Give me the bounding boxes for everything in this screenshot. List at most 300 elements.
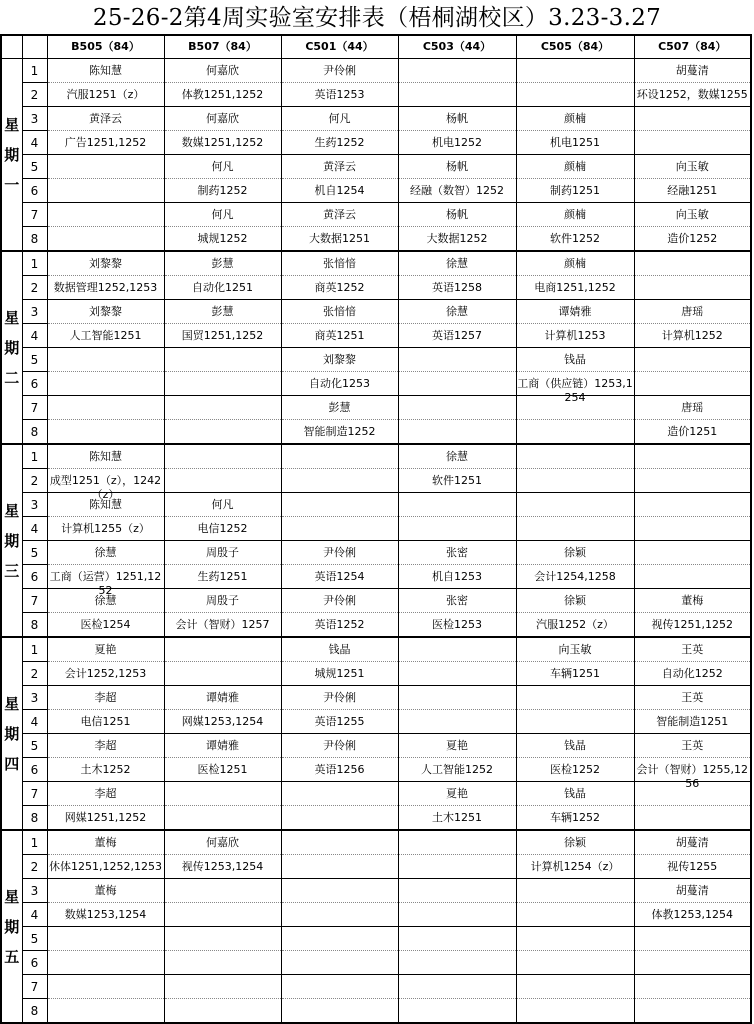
- class-name: [165, 425, 281, 439]
- class-cell: [47, 662, 164, 686]
- class-cell: [398, 806, 516, 831]
- slot-number: 3: [22, 879, 47, 903]
- class-cell: [164, 420, 281, 445]
- class-cell: [164, 227, 281, 252]
- teacher-cell: [164, 155, 281, 179]
- class-name: 机自1254: [314, 183, 365, 197]
- class-cell: [281, 469, 398, 493]
- teacher-name: [282, 884, 398, 898]
- day-label-char: 星: [4, 694, 20, 713]
- class-name: [399, 667, 516, 681]
- teacher-name: 夏艳: [446, 786, 468, 800]
- teacher-cell: [634, 203, 751, 227]
- teacher-cell: [164, 975, 281, 999]
- teacher-cell: [164, 107, 281, 131]
- teacher-name: [165, 884, 281, 898]
- class-name: 大数据1252: [426, 231, 488, 245]
- class-name: 英语1258: [432, 280, 482, 294]
- teacher-cell: [634, 300, 751, 324]
- teacher-name: [48, 208, 164, 222]
- class-name: 视传1255: [667, 859, 718, 873]
- teacher-name: [635, 450, 751, 464]
- teacher-cell: [516, 493, 634, 517]
- slot-number: 8: [22, 227, 47, 252]
- class-row: [1, 324, 751, 348]
- teacher-cell: [164, 637, 281, 662]
- slot-number: 6: [22, 951, 47, 975]
- class-name: [399, 908, 516, 922]
- class-cell: [281, 710, 398, 734]
- teacher-cell: [47, 59, 164, 83]
- teacher-row: [1, 155, 751, 179]
- teacher-cell: [516, 782, 634, 806]
- class-cell: [516, 710, 634, 734]
- column-header: C503（44）: [398, 35, 516, 59]
- teacher-cell: [47, 203, 164, 227]
- class-name: 体教1253,1254: [651, 907, 733, 921]
- teacher-cell: [398, 975, 516, 999]
- class-name: 经融1251: [667, 183, 718, 197]
- teacher-name: [399, 691, 516, 705]
- teacher-name: [399, 643, 516, 657]
- teacher-cell: [164, 589, 281, 613]
- teacher-name: [282, 932, 398, 946]
- teacher-name: [48, 980, 164, 994]
- teacher-name: 杨帆: [446, 159, 468, 173]
- day-label-char: 期: [4, 531, 20, 550]
- teacher-cell: [47, 830, 164, 855]
- class-cell: [47, 710, 164, 734]
- teacher-cell: [164, 782, 281, 806]
- slot-number: 7: [22, 396, 47, 420]
- teacher-cell: [516, 444, 634, 469]
- teacher-cell: [47, 686, 164, 710]
- class-cell: [398, 83, 516, 107]
- teacher-cell: [164, 300, 281, 324]
- class-cell: [164, 179, 281, 203]
- teacher-cell: [398, 396, 516, 420]
- class-name: 工商（运营）1251,1252: [49, 569, 162, 597]
- teacher-name: 李超: [94, 738, 117, 752]
- teacher-cell: [516, 155, 634, 179]
- class-cell: [634, 999, 751, 1024]
- teacher-row: [1, 348, 751, 372]
- slot-number: 6: [22, 372, 47, 396]
- teacher-name: 颜楠: [564, 159, 586, 173]
- class-name: [517, 956, 634, 970]
- class-cell: [281, 179, 398, 203]
- class-name: 软件1252: [550, 231, 600, 245]
- teacher-cell: [398, 686, 516, 710]
- teacher-cell: [47, 734, 164, 758]
- class-name: [517, 522, 634, 536]
- class-cell: [398, 999, 516, 1024]
- class-name: [282, 1004, 398, 1018]
- day-label-char: 星: [4, 501, 20, 520]
- class-row: [1, 758, 751, 782]
- teacher-cell: [398, 300, 516, 324]
- class-name: 智能制造1252: [303, 424, 376, 438]
- class-name: 商英1252: [314, 280, 365, 294]
- class-cell: [516, 179, 634, 203]
- class-name: [399, 1004, 516, 1018]
- class-row: [1, 469, 751, 493]
- class-cell: [634, 565, 751, 589]
- class-name: 汽服1252（z）: [536, 617, 614, 631]
- class-name: 数媒1251,1252: [181, 135, 264, 149]
- teacher-cell: [164, 879, 281, 903]
- class-cell: [398, 420, 516, 445]
- teacher-name: 颜楠: [564, 207, 586, 221]
- class-name: [517, 88, 634, 102]
- class-cell: [516, 999, 634, 1024]
- teacher-cell: [398, 59, 516, 83]
- teacher-name: 何嘉欣: [206, 63, 239, 77]
- class-cell: [281, 227, 398, 252]
- teacher-name: [635, 546, 751, 560]
- class-name: 城规1252: [197, 231, 248, 245]
- teacher-cell: [398, 348, 516, 372]
- teacher-name: 张密: [446, 545, 468, 559]
- class-cell: [164, 131, 281, 155]
- teacher-name: [399, 353, 516, 367]
- class-row: [1, 276, 751, 300]
- class-name: [635, 377, 751, 391]
- class-cell: [398, 613, 516, 638]
- class-name: 视传1253,1254: [181, 859, 264, 873]
- class-cell: [634, 372, 751, 396]
- teacher-cell: [47, 251, 164, 276]
- teacher-cell: [281, 396, 398, 420]
- class-cell: [634, 179, 751, 203]
- class-cell: [281, 372, 398, 396]
- class-name: [517, 715, 634, 729]
- teacher-cell: [634, 155, 751, 179]
- teacher-name: 钱晶: [564, 786, 586, 800]
- class-cell: [516, 324, 634, 348]
- teacher-cell: [516, 59, 634, 83]
- class-cell: [516, 469, 634, 493]
- teacher-row: [1, 203, 751, 227]
- teacher-cell: [164, 493, 281, 517]
- class-name: 成型1251（z），1242（z）: [49, 473, 162, 501]
- slot-number: 8: [22, 999, 47, 1024]
- teacher-name: 张密: [446, 593, 468, 607]
- class-name: [635, 474, 751, 488]
- teacher-name: 陈知慧: [89, 63, 122, 77]
- class-name: 医检1251: [197, 762, 248, 776]
- class-name: 工商（供应链）1253,1254: [517, 376, 633, 404]
- teacher-name: 黄泽云: [323, 159, 356, 173]
- class-name: 自动化1251: [192, 280, 253, 294]
- class-name: [48, 425, 164, 439]
- teacher-name: 陈知慧: [89, 449, 122, 463]
- class-cell: [398, 951, 516, 975]
- teacher-cell: [47, 975, 164, 999]
- teacher-name: 杨帆: [446, 207, 468, 221]
- teacher-name: [399, 498, 516, 512]
- class-cell: [281, 565, 398, 589]
- class-name: 计算机1254（z）: [530, 859, 620, 873]
- teacher-name: 张愔愔: [323, 304, 356, 318]
- teacher-cell: [634, 251, 751, 276]
- teacher-name: [635, 353, 751, 367]
- teacher-name: 夏艳: [94, 642, 117, 656]
- teacher-cell: [398, 782, 516, 806]
- teacher-cell: [516, 589, 634, 613]
- class-cell: [398, 179, 516, 203]
- class-name: [48, 232, 164, 246]
- teacher-cell: [281, 637, 398, 662]
- class-name: [399, 425, 516, 439]
- teacher-cell: [47, 879, 164, 903]
- class-name: [399, 88, 516, 102]
- column-header: B507（84）: [164, 35, 281, 59]
- class-row: [1, 710, 751, 734]
- teacher-cell: [398, 830, 516, 855]
- teacher-name: [282, 836, 398, 850]
- teacher-name: 何嘉欣: [206, 111, 239, 125]
- class-name: [165, 1004, 281, 1018]
- slot-number: 1: [22, 444, 47, 469]
- class-cell: [516, 951, 634, 975]
- class-name: 数据管理1252,1253: [53, 280, 158, 294]
- class-cell: [164, 951, 281, 975]
- teacher-cell: [516, 203, 634, 227]
- teacher-name: 刘黎黎: [89, 304, 122, 318]
- class-cell: [516, 903, 634, 927]
- day-label-char: 二: [4, 368, 20, 387]
- teacher-cell: [398, 734, 516, 758]
- class-cell: [47, 613, 164, 638]
- class-name: [282, 522, 398, 536]
- class-name: 英语1255: [314, 714, 365, 728]
- class-name: 智能制造1251: [656, 714, 729, 728]
- class-cell: [164, 903, 281, 927]
- teacher-cell: [47, 300, 164, 324]
- teacher-name: 颜楠: [564, 111, 586, 125]
- slot-number: 6: [22, 565, 47, 589]
- day-label: [1, 251, 22, 444]
- teacher-cell: [516, 734, 634, 758]
- class-cell: [164, 758, 281, 782]
- teacher-cell: [281, 107, 398, 131]
- column-header: C507（84）: [634, 35, 751, 59]
- day-label-char: 星: [4, 887, 20, 906]
- teacher-name: 董梅: [94, 835, 117, 849]
- teacher-cell: [516, 686, 634, 710]
- class-cell: [281, 613, 398, 638]
- teacher-cell: [47, 541, 164, 565]
- teacher-row: [1, 782, 751, 806]
- class-name: 英语1257: [432, 328, 482, 342]
- class-cell: [164, 806, 281, 831]
- teacher-cell: [398, 589, 516, 613]
- teacher-name: 徐慧: [94, 593, 117, 607]
- class-name: [282, 860, 398, 874]
- teacher-cell: [47, 396, 164, 420]
- class-name: [165, 811, 281, 825]
- class-name: 计算机1255（z）: [61, 521, 150, 535]
- teacher-name: 尹伶俐: [323, 738, 356, 752]
- day-label: [1, 59, 22, 252]
- class-cell: [47, 855, 164, 879]
- class-name: [517, 908, 634, 922]
- teacher-row: [1, 686, 751, 710]
- teacher-cell: [164, 686, 281, 710]
- class-name: 计算机1252: [661, 328, 723, 342]
- class-cell: [164, 662, 281, 686]
- class-row: [1, 806, 751, 831]
- slot-number: 2: [22, 662, 47, 686]
- teacher-cell: [516, 300, 634, 324]
- teacher-cell: [398, 203, 516, 227]
- class-cell: [281, 999, 398, 1024]
- slot-number: 2: [22, 855, 47, 879]
- teacher-cell: [398, 927, 516, 951]
- class-cell: [47, 806, 164, 831]
- teacher-row: [1, 637, 751, 662]
- slot-number: 5: [22, 155, 47, 179]
- teacher-name: 黄泽云: [89, 111, 122, 125]
- teacher-row: [1, 589, 751, 613]
- teacher-cell: [398, 879, 516, 903]
- teacher-cell: [47, 107, 164, 131]
- teacher-name: 向玉敏: [558, 642, 592, 656]
- teacher-name: 胡蔓清: [675, 835, 709, 849]
- class-name: 生药1252: [314, 135, 365, 149]
- teacher-cell: [281, 782, 398, 806]
- teacher-cell: [634, 396, 751, 420]
- class-row: [1, 662, 751, 686]
- slot-number: 7: [22, 975, 47, 999]
- class-cell: [47, 276, 164, 300]
- teacher-name: 徐慧: [446, 449, 468, 463]
- class-cell: [398, 710, 516, 734]
- class-name: 自动化1252: [661, 666, 723, 680]
- class-cell: [281, 420, 398, 445]
- class-cell: [164, 999, 281, 1024]
- class-name: [399, 377, 516, 391]
- teacher-cell: [398, 107, 516, 131]
- teacher-cell: [634, 541, 751, 565]
- slot-number: 3: [22, 686, 47, 710]
- teacher-row: [1, 879, 751, 903]
- slot-number: 7: [22, 203, 47, 227]
- teacher-name: [165, 401, 281, 415]
- teacher-name: [399, 884, 516, 898]
- teacher-cell: [634, 59, 751, 83]
- day-label-char: 期: [4, 917, 20, 936]
- teacher-cell: [516, 927, 634, 951]
- class-name: 土木1251: [432, 810, 482, 824]
- slot-number: 4: [22, 131, 47, 155]
- class-cell: [164, 613, 281, 638]
- slot-number: 5: [22, 348, 47, 372]
- class-cell: [47, 758, 164, 782]
- teacher-name: 谭婧雅: [206, 690, 239, 704]
- class-name: 电信1251: [80, 714, 131, 728]
- day-label-char: 期: [4, 145, 20, 164]
- class-cell: [281, 951, 398, 975]
- teacher-cell: [634, 637, 751, 662]
- teacher-cell: [281, 251, 398, 276]
- teacher-name: 向玉敏: [675, 159, 709, 173]
- class-cell: [47, 83, 164, 107]
- class-cell: [634, 951, 751, 975]
- class-cell: [47, 951, 164, 975]
- class-name: [517, 425, 634, 439]
- teacher-cell: [516, 251, 634, 276]
- class-name: [635, 956, 751, 970]
- slot-number: 1: [22, 59, 47, 83]
- teacher-cell: [398, 251, 516, 276]
- schedule-table: [0, 34, 752, 1024]
- class-row: [1, 951, 751, 975]
- teacher-name: 徐颖: [564, 593, 586, 607]
- class-cell: [398, 565, 516, 589]
- teacher-row: [1, 927, 751, 951]
- teacher-name: 徐慧: [446, 304, 468, 318]
- teacher-cell: [634, 107, 751, 131]
- class-cell: [47, 420, 164, 445]
- day-label-char: 三: [4, 561, 20, 580]
- class-name: 视传1251,1252: [651, 617, 733, 631]
- teacher-name: 钱晶: [564, 738, 586, 752]
- teacher-name: [635, 932, 751, 946]
- day-label: [1, 637, 22, 830]
- class-cell: [281, 855, 398, 879]
- teacher-name: [165, 980, 281, 994]
- class-name: [48, 184, 164, 198]
- teacher-cell: [164, 541, 281, 565]
- teacher-row: [1, 300, 751, 324]
- class-name: 人工智能1252: [421, 762, 493, 776]
- class-cell: [516, 276, 634, 300]
- teacher-name: [517, 932, 634, 946]
- teacher-name: [165, 450, 281, 464]
- class-cell: [516, 662, 634, 686]
- class-name: 软件1251: [432, 473, 482, 487]
- class-name: 车辆1251: [550, 666, 600, 680]
- class-name: [635, 811, 751, 825]
- slot-number: 5: [22, 734, 47, 758]
- header-corner-slot: [22, 35, 47, 59]
- teacher-name: 颜楠: [564, 256, 586, 270]
- class-cell: [47, 372, 164, 396]
- class-name: [635, 570, 751, 584]
- class-cell: [516, 758, 634, 782]
- slot-number: 2: [22, 276, 47, 300]
- class-row: [1, 999, 751, 1024]
- class-cell: [634, 662, 751, 686]
- teacher-name: 彭慧: [211, 304, 234, 318]
- class-cell: [47, 469, 164, 501]
- teacher-name: 夏艳: [446, 738, 468, 752]
- teacher-cell: [47, 348, 164, 372]
- class-name: [635, 281, 751, 295]
- class-cell: [516, 227, 634, 252]
- class-name: [165, 474, 281, 488]
- class-row: [1, 565, 751, 589]
- class-cell: [164, 855, 281, 879]
- class-name: [399, 956, 516, 970]
- teacher-cell: [516, 975, 634, 999]
- class-name: 数媒1253,1254: [64, 907, 147, 921]
- teacher-name: [282, 450, 398, 464]
- teacher-cell: [164, 203, 281, 227]
- teacher-name: [48, 401, 164, 415]
